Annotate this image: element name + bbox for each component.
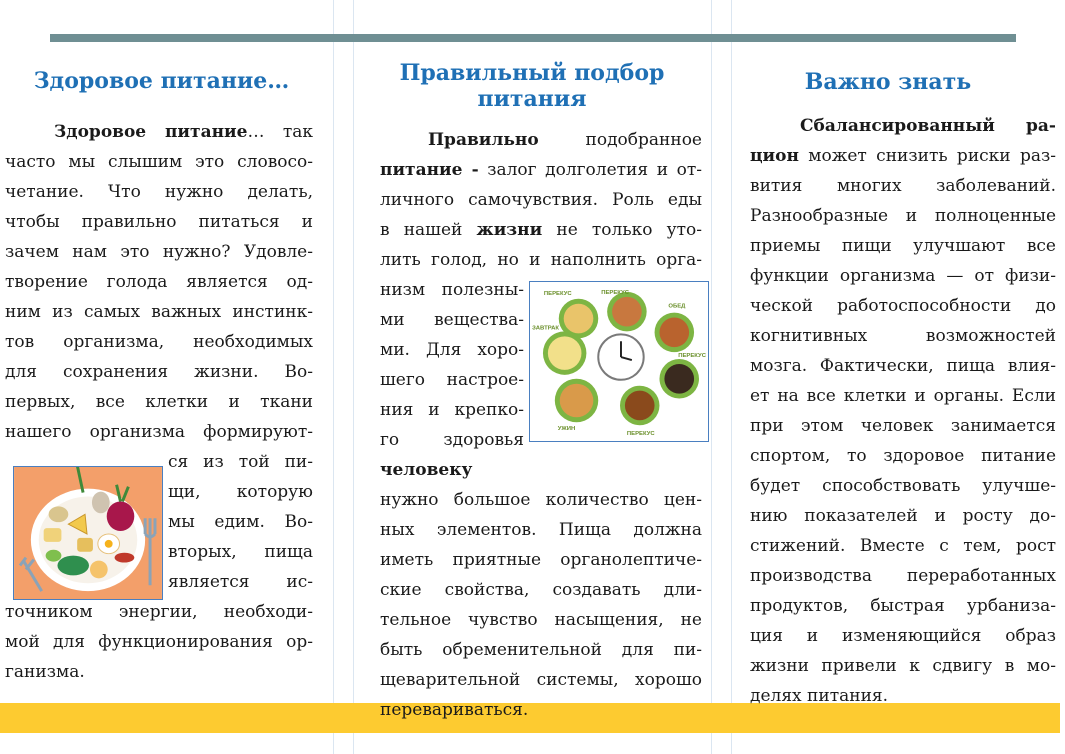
text: функции организма — от физи-	[750, 266, 1056, 286]
text: ские свойства, создавать дли-	[380, 580, 702, 600]
text: перевариваться.	[380, 700, 529, 720]
paragraph-line	[428, 125, 702, 155]
text: четание. Что нужно делать,	[5, 182, 313, 202]
paragraph-line	[750, 441, 1056, 471]
section-title: Важно знать	[804, 69, 972, 95]
paragraph-line	[380, 545, 702, 575]
text: является ис-	[168, 572, 313, 592]
paragraph-line	[380, 335, 524, 365]
bold-text: Правильно	[428, 130, 539, 150]
text: жизни привели к сдвигу в мо-	[750, 656, 1056, 676]
paragraph-line	[380, 515, 702, 545]
paragraph-line	[750, 681, 1056, 711]
paragraph-line	[5, 147, 313, 177]
meal-label-snack: ПЕРЕКУС	[678, 353, 707, 360]
text: приемы пищи улучшают все	[750, 236, 1056, 256]
text: спортом, то здоровое питание	[750, 446, 1056, 466]
paragraph-line	[380, 395, 524, 425]
paragraph-line	[750, 651, 1056, 681]
meal-label-breakfast: ЗАВТРАК	[532, 325, 559, 332]
bold-text: жизни	[476, 220, 543, 240]
text: го здоровья	[380, 430, 524, 450]
section-title: Здоровое питание…	[33, 68, 290, 94]
paragraph-line	[750, 591, 1056, 621]
paragraph-line	[750, 381, 1056, 411]
text: первых, все клетки и ткани	[5, 392, 313, 412]
paragraph-line	[5, 357, 313, 387]
paragraph-line	[750, 621, 1056, 651]
bold-text: человеку	[380, 460, 473, 480]
paragraph-line	[750, 231, 1056, 261]
bold-text: Здоровое питание	[54, 122, 248, 142]
text: ческой работоспособности до	[750, 296, 1056, 316]
text: для сохранения жизни. Во-	[5, 362, 313, 382]
text: нию показателей и росту до-	[750, 506, 1056, 526]
text: щи, которую	[168, 482, 313, 502]
meal-label-snack: ПЕРЕКУС	[601, 289, 629, 296]
text: нашего организма формируют-	[5, 422, 313, 442]
paragraph-line	[380, 695, 702, 725]
text: мой для функционирования ор-	[5, 632, 313, 652]
text: ных элементов. Пища должна	[380, 520, 702, 540]
text: ним из самых важных инстинк-	[5, 302, 313, 322]
section-title: Правильный подбор питания	[399, 60, 665, 112]
text: быть обременительной для пи-	[380, 640, 702, 660]
text: ся из той пи-	[168, 452, 313, 472]
column-guide	[333, 0, 334, 754]
paragraph-line	[750, 561, 1056, 591]
text: творение голода является од-	[5, 272, 313, 292]
column-guide	[711, 0, 712, 754]
text: вития многих заболеваний.	[750, 176, 1056, 196]
text: тов организма, необходимых	[5, 332, 313, 352]
text: не только уто-	[542, 220, 702, 240]
paragraph-line	[380, 155, 702, 185]
healthy-plate-illustration	[13, 466, 163, 600]
text: в нашей	[380, 220, 477, 240]
paragraph-line	[750, 351, 1056, 381]
paragraph-line	[750, 291, 1056, 321]
bold-text: питание -	[380, 160, 479, 180]
paragraph-line	[800, 111, 1056, 141]
paragraph-line	[380, 425, 524, 455]
paragraph-line	[380, 185, 702, 215]
paragraph-line	[750, 471, 1056, 501]
paragraph-line	[5, 657, 313, 687]
text: чтобы правильно питаться и	[5, 212, 313, 232]
paragraph-line	[750, 201, 1056, 231]
paragraph-line	[380, 485, 702, 515]
top-divider-bar	[50, 34, 1016, 42]
paragraph-line	[380, 275, 524, 305]
paragraph-line	[5, 417, 313, 447]
text: часто мы слышим это словосо-	[5, 152, 313, 172]
text: ми. Для хоро-	[380, 340, 524, 360]
meal-clock-illustration	[529, 281, 709, 442]
paragraph-line	[380, 365, 524, 395]
text: щеварительной системы, хорошо	[380, 670, 702, 690]
paragraph-line	[750, 411, 1056, 441]
text: ет на все клетки и органы. Если	[750, 386, 1056, 406]
text: шего настрое-	[380, 370, 524, 390]
text: при этом человек занимается	[750, 416, 1056, 436]
paragraph-line	[750, 261, 1056, 291]
paragraph-line	[5, 627, 313, 657]
paragraph-line	[5, 387, 313, 417]
paragraph-line	[5, 597, 313, 627]
paragraph-line	[750, 501, 1056, 531]
text: лить голод, но и наполнить орга-	[380, 250, 702, 270]
text: мы едим. Во-	[168, 512, 313, 532]
paragraph-line	[5, 327, 313, 357]
paragraph-line	[380, 305, 524, 335]
paragraph-line	[380, 215, 702, 245]
paragraph-line	[168, 537, 313, 567]
text: … так	[247, 122, 313, 142]
paragraph-line	[5, 297, 313, 327]
bold-text: Сбалансированный ра-	[800, 116, 1056, 136]
text: нужно большое количество цен-	[380, 490, 702, 510]
text: будет способствовать улучше-	[750, 476, 1056, 496]
paragraph-line	[168, 477, 313, 507]
paragraph-line	[380, 455, 702, 485]
meal-label-snack: ПЕРЕКУС	[626, 431, 655, 438]
meal-label-lunch: ОБЕД	[668, 303, 686, 310]
paragraph-line	[5, 207, 313, 237]
text: делях питания.	[750, 686, 889, 706]
text: точником энергии, необходи-	[5, 602, 313, 622]
paragraph-line	[168, 447, 313, 477]
column-guide	[731, 0, 732, 754]
text: личного самочувствия. Роль еды	[380, 190, 702, 210]
paragraph-line	[168, 507, 313, 537]
paragraph-line	[750, 321, 1056, 351]
text: продуктов, быстрая урбаниза-	[750, 596, 1056, 616]
text: иметь приятные органолептиче-	[380, 550, 702, 570]
text: Разнообразные и полноценные	[750, 206, 1056, 226]
paragraph-line	[5, 267, 313, 297]
text: вторых, пища	[168, 542, 313, 562]
text: ганизма.	[5, 662, 85, 682]
paragraph-line	[380, 605, 702, 635]
text: ния и крепко-	[380, 400, 524, 420]
meal-label-snack: ПЕРЕКУС	[543, 290, 572, 297]
text: подобранное	[538, 130, 702, 150]
paragraph-line	[5, 177, 313, 207]
paragraph-line	[380, 635, 702, 665]
text: залог долголетия и от-	[478, 160, 702, 180]
text: мозга. Фактически, пища влия-	[750, 356, 1056, 376]
paragraph-line	[380, 245, 702, 275]
paragraph-line	[54, 117, 313, 147]
text: когнитивных возможностей	[750, 326, 1056, 346]
text: зачем нам это нужно? Удовле-	[5, 242, 313, 262]
paragraph-line	[5, 237, 313, 267]
text: производства переработанных	[750, 566, 1056, 586]
paragraph-line	[168, 567, 313, 597]
paragraph-line	[750, 531, 1056, 561]
bold-text: цион	[750, 146, 799, 166]
column-guide	[353, 0, 354, 754]
meal-label-dinner: УЖИН	[557, 426, 576, 433]
text: низм полезны-	[380, 280, 524, 300]
paragraph-line	[750, 141, 1056, 171]
text: ми вещества-	[380, 310, 524, 330]
text: тельное чувство насыщения, не	[380, 610, 702, 630]
text: может снизить риски раз-	[798, 146, 1056, 166]
paragraph-line	[380, 665, 702, 695]
text: ция и изменяющийся образ	[750, 626, 1056, 646]
paragraph-line	[380, 575, 702, 605]
text: стижений. Вместе с тем, рост	[750, 536, 1056, 556]
paragraph-line	[750, 171, 1056, 201]
